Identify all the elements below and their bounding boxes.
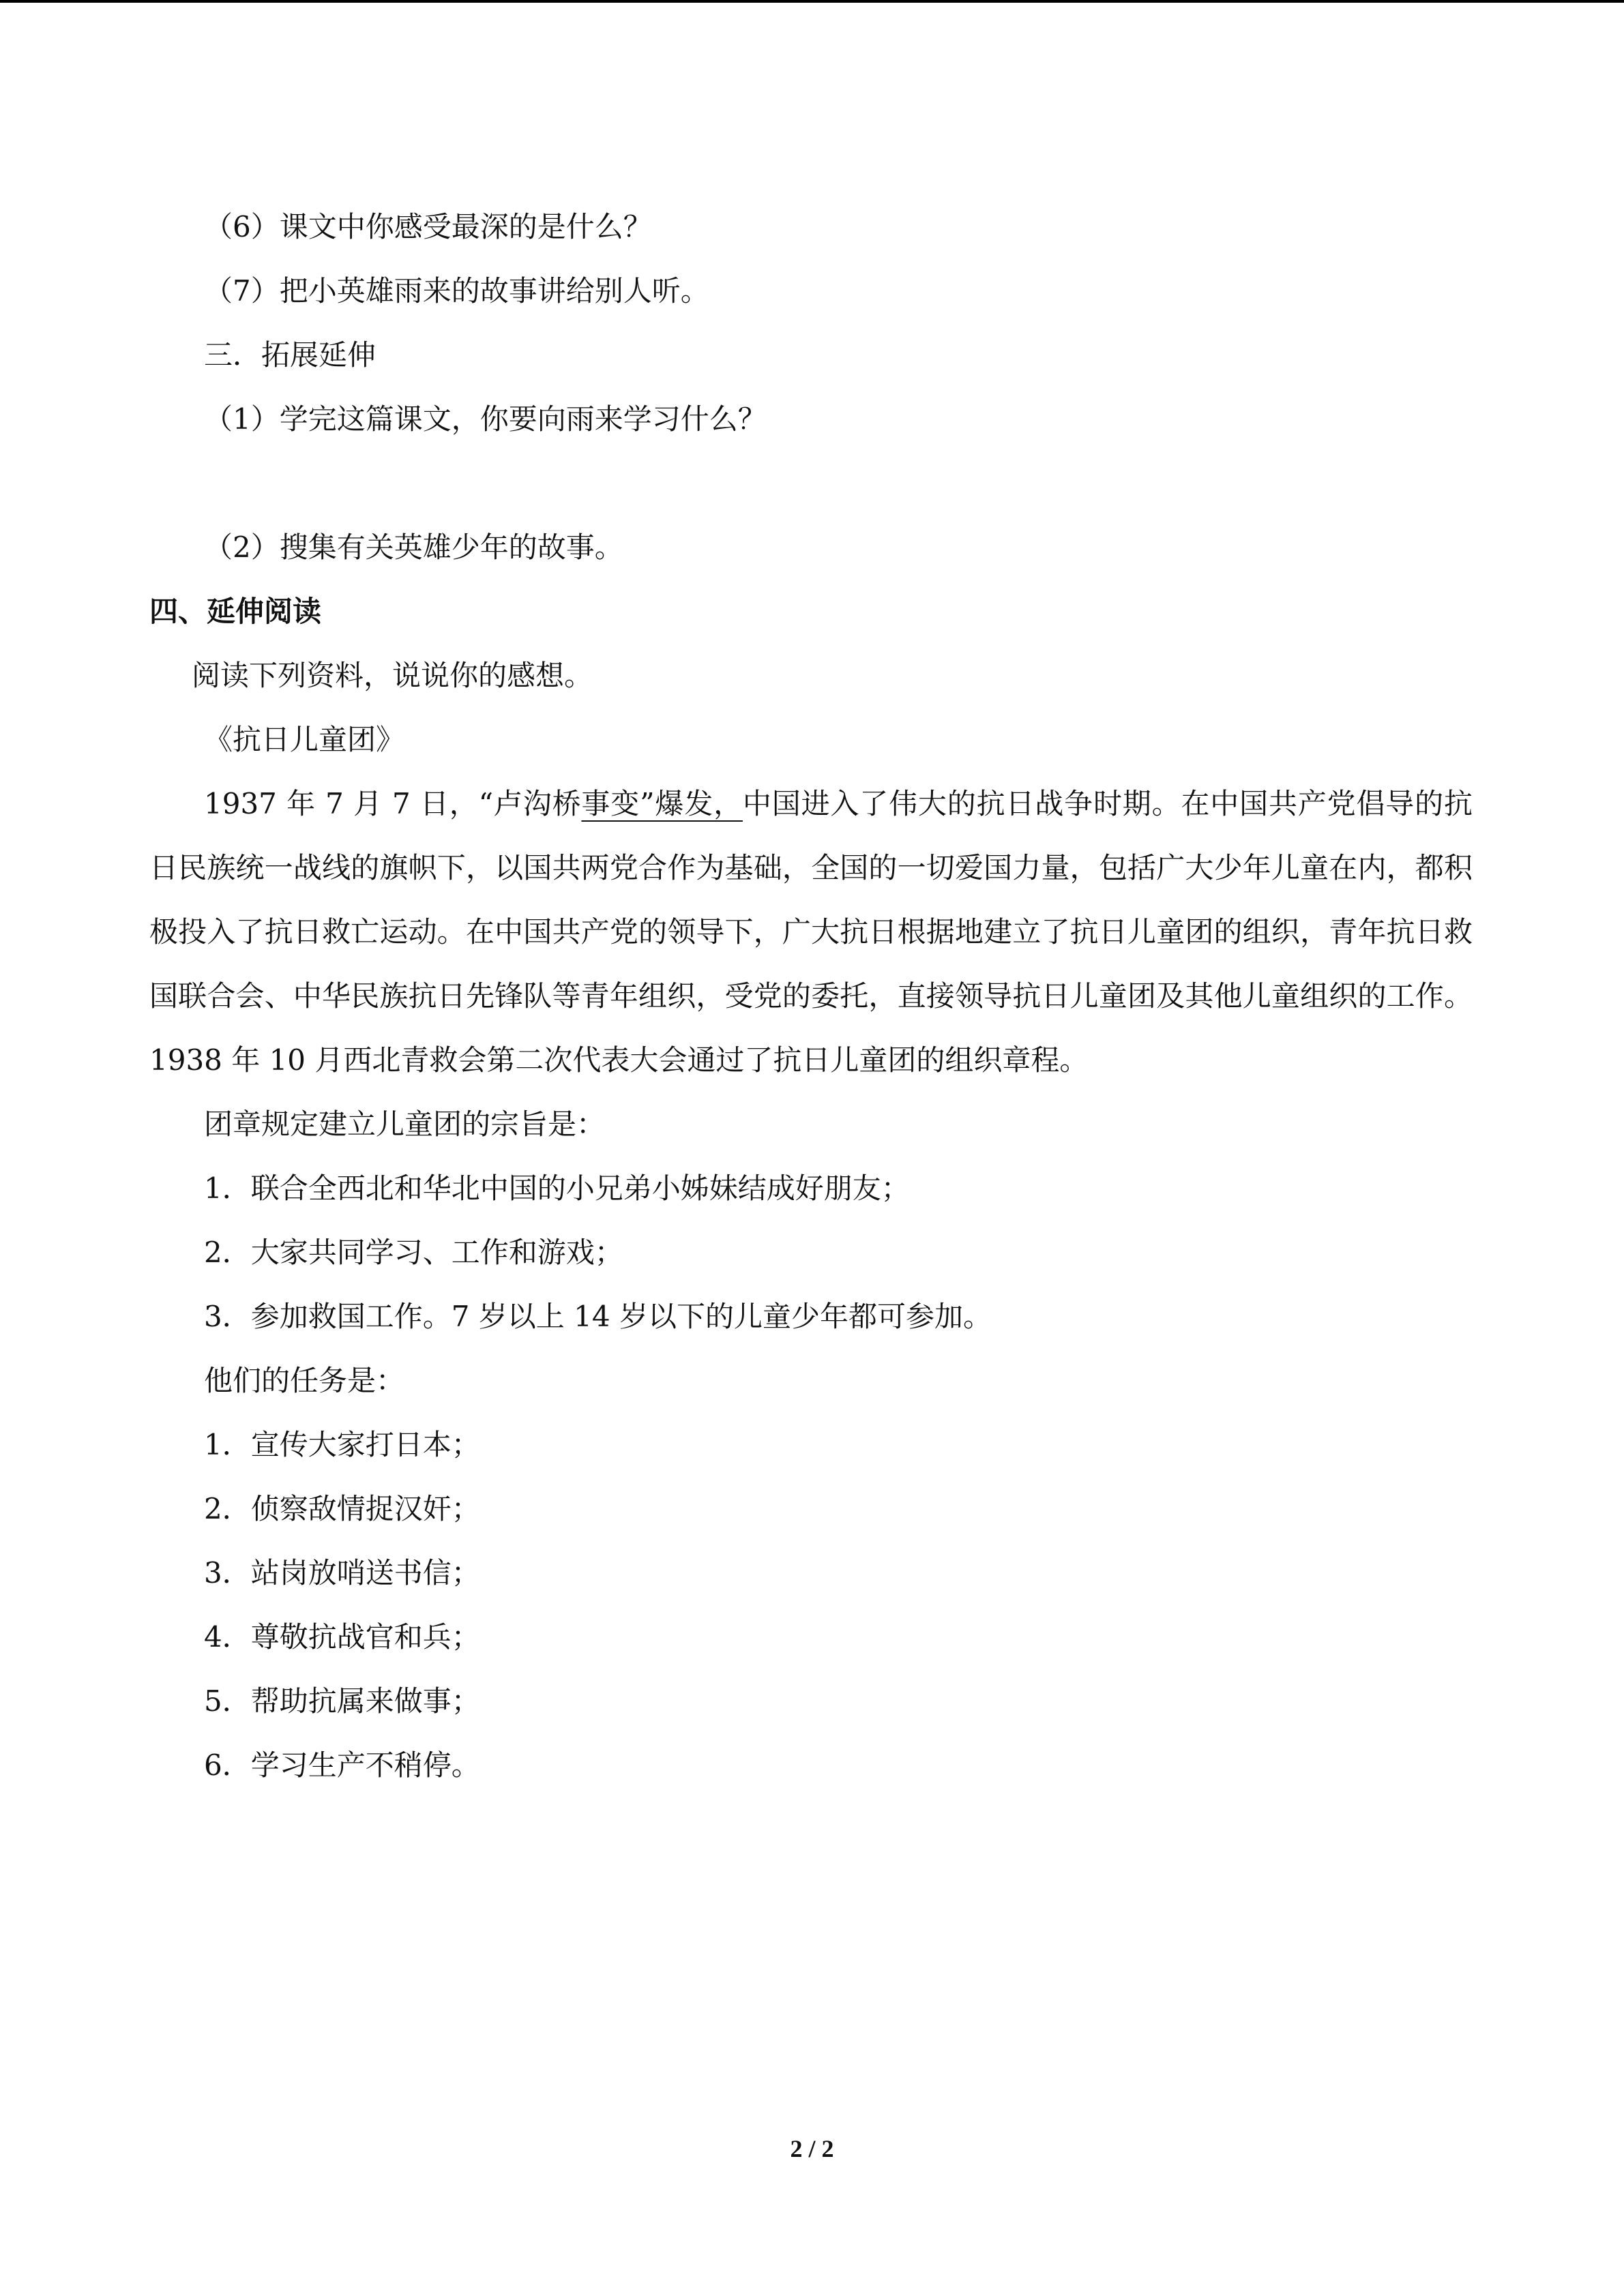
article-title: 《抗日儿童团》	[204, 723, 405, 756]
purpose-item: 1．联合全西北和华北中国的小兄弟小姊妹结成好朋友；	[204, 1172, 910, 1205]
section-heading-reading: 四、延伸阅读	[149, 595, 322, 628]
task-item: 3．站岗放哨送书信；	[204, 1556, 480, 1590]
purpose-item: 2．大家共同学习、工作和游戏；	[204, 1236, 623, 1269]
task-item: 5．帮助抗属来做事；	[204, 1684, 480, 1718]
purpose-item: 3．参加救国工作。7 岁以上 14 岁以下的儿童少年都可参加。	[204, 1300, 992, 1333]
task-item: 4．尊敬抗战官和兵；	[204, 1620, 480, 1654]
question-6: （6）课文中你感受最深的是什么？	[204, 210, 652, 243]
question-7: （7）把小英雄雨来的故事讲给别人听。	[204, 274, 709, 308]
tasks-intro: 他们的任务是：	[204, 1364, 405, 1397]
blank-answer-space	[149, 451, 1473, 516]
extension-question-1: （1）学完这篇课文，你要向雨来学习什么？	[204, 402, 767, 436]
paragraph-part-1: 1937 年 7 月 7 日，“卢沟桥	[204, 787, 582, 820]
section-extension-heading: 三．拓展延伸	[204, 338, 377, 372]
task-item: 2．侦察敌情捉汉奸；	[204, 1492, 480, 1525]
paragraph-part-2: 中国进入了伟大的抗日战争时期。在中国共产党倡导的抗日民族统一战线的旗帜下，以国共两党合作为基础，全国的一切爱国力量，包括广大少年儿童在内，都积极投入了抗日救亡运动。在中国共产党的领导下，广大抗日根据地建立了抗日儿童团的组织，青年抗日救国联合会、中华民族抗日先锋队等青年组织，受党的委托，直接领导抗日儿童团及其他儿童组织的工作。1938 年 10 月西北青救会第二次代表大会通过了抗日儿童团的组织章程。	[149, 787, 1473, 1077]
document-body	[149, 195, 1473, 1798]
task-item: 6．学习生产不稍停。	[204, 1748, 480, 1782]
purpose-intro: 团章规定建立儿童团的宗旨是：	[204, 1107, 606, 1141]
page-number: 2 / 2	[790, 2135, 834, 2162]
paragraph-underlined: 事变”爆发，	[581, 787, 743, 820]
task-item: 1．宣传大家打日本；	[204, 1428, 480, 1461]
reading-intro: 阅读下列资料，说说你的感想。	[192, 659, 593, 692]
article-paragraph	[149, 772, 1473, 1092]
extension-question-2: （2）搜集有关英雄少年的故事。	[204, 531, 623, 564]
